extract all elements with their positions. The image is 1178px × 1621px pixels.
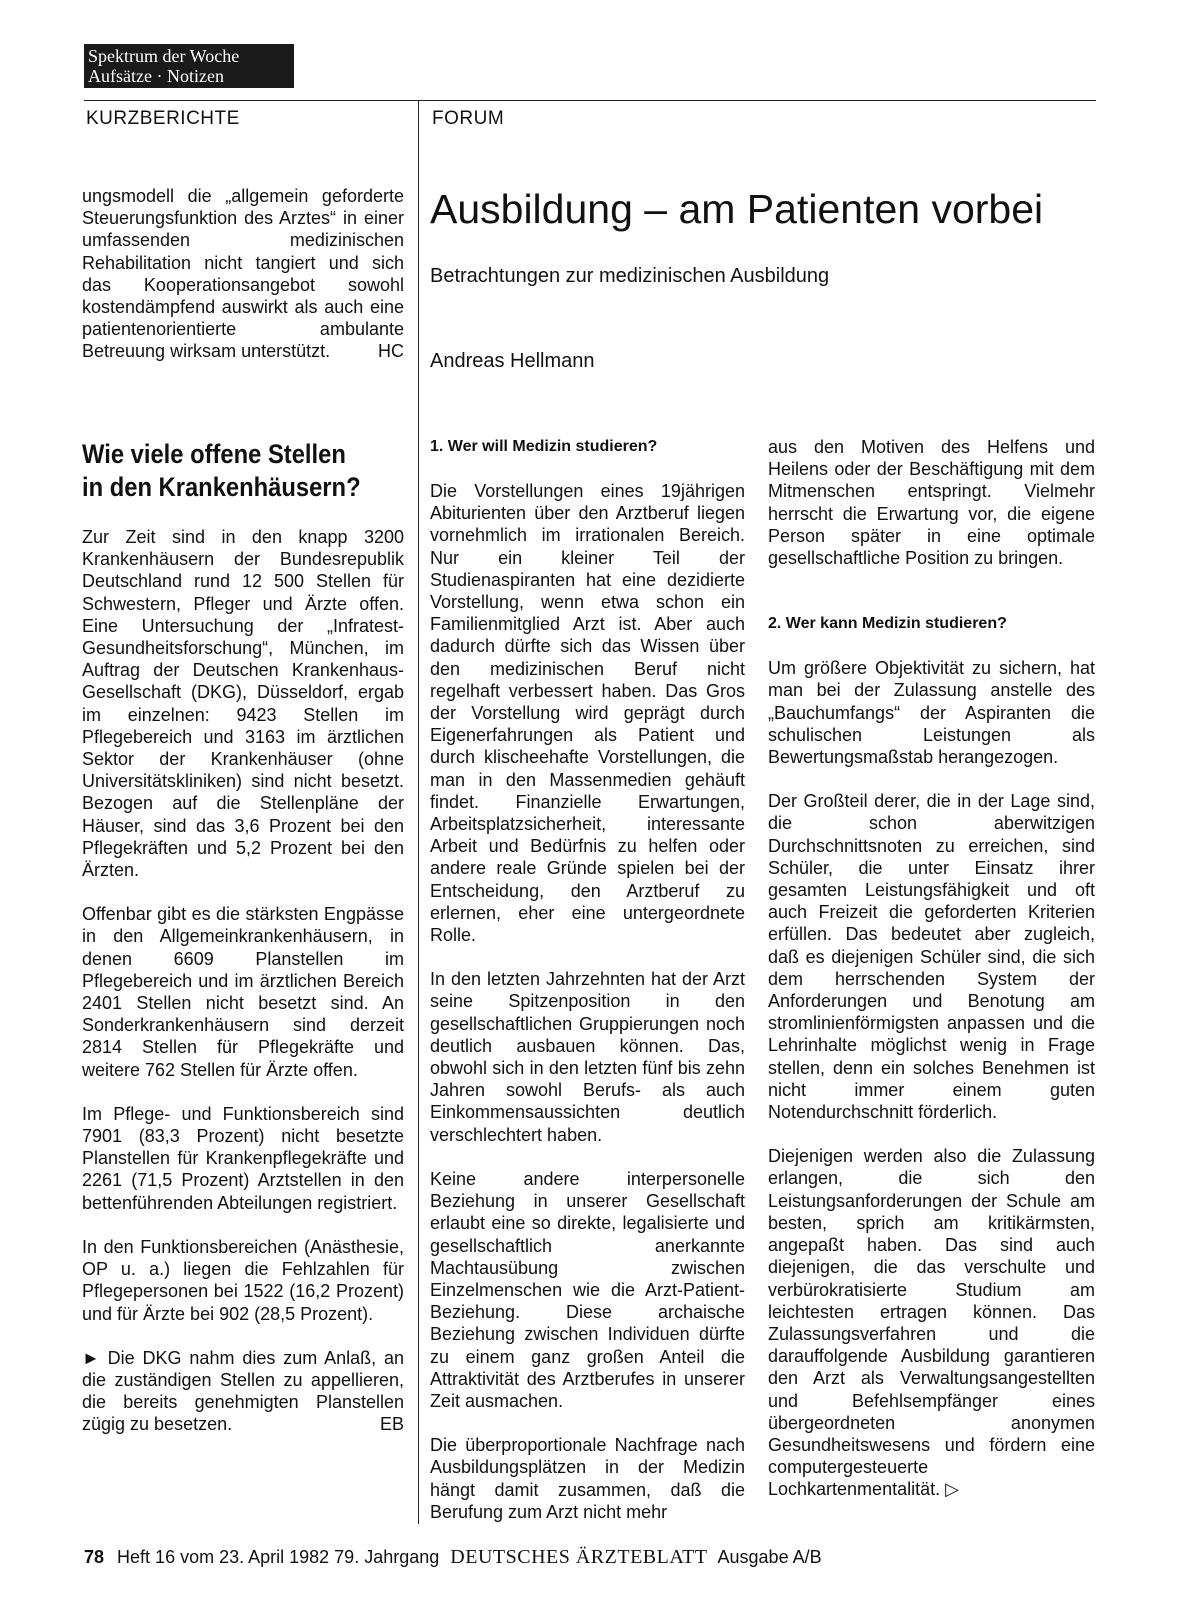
continued-text: ungsmodell die „allgemein geforderte Steuerungsfunktion des Arztes“ in einer umfassenden medizinischen Rehabilitation nicht tangiert und sich das Kooperationsangebot sowohl kostendämpfend auswirkt als auch eine patientenorientierte ambulante Betreuung wirksam unterstützt.	[82, 186, 404, 362]
masthead-line1: Spektrum der Woche	[88, 46, 240, 66]
forum-right-paragraph-3: Diejenigen werden also die Zulassung erlangen, die sich den Leistungsanforderungen der Schule am besten, sprich am kritikärmsten, angepaßt haben. Das sind auch diejenigen, die das verschulte und verbürokratisierte Studium am leichtesten ertragen können. Das Zulassungsverfahren und die darauffolgende Ausbildung garantieren den Arzt als Verwaltungsangestellten und Befehlsempfänger eines übergeordneten anonymen Gesundheitswesens und fördern eine computergesteuerte Lochkartenmentalität. ▷	[768, 1146, 1095, 1500]
article-paragraph-5	[82, 1347, 404, 1436]
forum-column-right	[768, 436, 1095, 1501]
article-signature: EB	[379, 1414, 404, 1435]
column-divider	[418, 100, 419, 1524]
continued-article	[82, 185, 404, 363]
forum-right-paragraph-1: Um größere Objektivität zu sichern, hat man bei der Zulassung anstelle des „Bauchumfangs“ der Aspiranten die schulischen Leistungen als Bewertungsmaßstab herangezogen.	[768, 658, 1095, 768]
forum-heading-2: 2. Wer kann Medizin studieren?	[768, 615, 1007, 633]
forum-subtitle: Betrachtungen zur medizinischen Ausbildung	[430, 265, 830, 287]
article-paragraph-5-text: ► Die DKG nahm dies zum Anlaß, an die zuständigen Stellen zu appellieren, die bereits genehmigten Planstellen zügig zu besetzen.	[82, 1347, 404, 1435]
forum-mid-paragraph-2: In den letzten Jahrzehnten hat der Arzt seine Spitzenposition in den gesellschaftlichen Gruppierungen noch deutlich ausbauen können. Das, obwohl sich in den letzten fünf bis zehn Jahren sowohl Berufs- als auch Einkommensaussichten deutlich verschlechtert haben.	[430, 969, 745, 1145]
masthead	[84, 44, 294, 88]
article-paragraph-2: Offenbar gibt es die stärksten Engpässe in den Allgemeinkrankenhäusern, in denen 6609 Planstellen im Pflegebereich und im ärztlichen Bereich 2401 Stellen nicht besetzt sind. An Sonderkrankenhäusern sind derzeit 2814 Stellen für Pflegekräfte und weitere 762 Stellen für Ärzte offen.	[82, 904, 404, 1080]
forum-right-intro: aus den Motiven des Helfens und Heilens oder der Beschäftigung mit dem Mitmenschen entspringt. Vielmehr herrscht die Erwartung vor, die eigene Person später in eine optimale gesellschaftliche Position zu bringen.	[768, 437, 1095, 569]
masthead-line2: Aufsätze · Notizen	[88, 66, 224, 86]
journal-name: DEUTSCHES ÄRZTEBLATT	[450, 1546, 708, 1568]
edition-info: Ausgabe A/B	[717, 1547, 822, 1567]
forum-author: Andreas Hellmann	[430, 350, 595, 372]
page-footer	[84, 1546, 822, 1569]
continued-article-body	[82, 185, 404, 363]
top-rule	[84, 100, 1096, 101]
forum-mid-paragraph-4: Die überproportionale Nachfrage nach Ausbildungsplätzen in der Medizin hängt damit zusammen, daß die Berufung zum Arzt nicht mehr	[430, 1435, 745, 1522]
article-title-offene-stellen: Wie viele offene Stellen in den Krankenhäusern?	[82, 439, 361, 502]
section-label-kurzberichte: KURZBERICHTE	[86, 108, 240, 129]
issue-info: Heft 16 vom 23. April 1982 79. Jahrgang	[117, 1547, 440, 1567]
page-number: 78	[84, 1547, 105, 1567]
continued-signature: HC	[378, 341, 404, 362]
section-label-forum: FORUM	[432, 108, 505, 129]
article-paragraph-1: Zur Zeit sind in den knapp 3200 Krankenhäusern der Bundesrepublik Deutschland rund 12 500 Stellen für Schwestern, Pfleger und Ärzte offen. Eine Untersuchung der „Infratest-Gesundheitsforschung“, München, im Auftrag der Deutschen Krankenhaus-Gesellschaft (DKG), Düsseldorf, ergab im einzelnen: 9423 Stellen im Pflegebereich und 3163 im ärztlichen Sektor der Krankenhäuser (ohne Universitätskliniken) sind nicht besetzt. Bezogen auf die Stellenpläne der Häuser, sind das 3,6 Prozent bei den Pflegekräften und 5,2 Prozent bei den Ärzten.	[82, 527, 404, 881]
forum-heading-1: 1. Wer will Medizin studieren?	[430, 438, 658, 455]
forum-title: Ausbildung – am Patienten vorbei	[430, 186, 1044, 232]
forum-mid-paragraph-1: Die Vorstellungen eines 19jährigen Abiturienten über den Arztberuf liegen vornehmlich im irrationalen Bereich. Nur ein kleiner Teil der Studienaspiranten hat eine dezidierte Vorstellung, wenn etwa schon ein Familienmitglied Arzt ist. Aber auch dadurch dürfte sich das Wissen über den medizinischen Beruf nicht regelhaft verbessert haben. Das Gros der Vorstellung wird geprägt durch Eigenerfahrungen als Patient und durch klischeehafte Vorstellungen, die man in den Massenmedien gehäuft findet. Finanzielle Erwartungen, Arbeitsplatzsicherheit, interessante Arbeit und Bedürfnis zu helfen oder andere reale Gründe spielen bei der Entscheidung, den Arztberuf zu erlernen, eher eine untergeordnete Rolle.	[430, 481, 745, 946]
forum-mid-paragraph-3: Keine andere interpersonelle Beziehung in unserer Gesellschaft erlaubt eine so direkte, legalisierte und gesellschaftlich anerkannte Machtausübung zwischen Einzelmenschen wie die Arzt-Patient-Beziehung. Diese archaische Beziehung zwischen Individuen dürfte zu einem ganz großen Anteil die Attraktivität des Arztberufes in unserer Zeit ausmachen.	[430, 1168, 745, 1411]
forum-right-paragraph-2: Der Großteil derer, die in der Lage sind, die schon aberwitzigen Durchschnittsnoten zu erreichen, sind Schüler, die unter Einsatz ihrer gesamten Leistungsfähigkeit und oft auch Freizeit die geforderten Kriterien erfüllen. Das bedeutet aber zugleich, daß es diejenigen Schüler sind, die sich dem herrschenden System der Anforderungen und Benotung am stromlinienförmigsten anpassen und die Lehrinhalte möglichst wenig in Frage stellen, denn ein solches Benehmen ist nicht immer einem guten Notendurchschnitt förderlich.	[768, 791, 1095, 1123]
forum-column-middle	[430, 436, 745, 1523]
article-offene-stellen	[82, 526, 404, 1436]
article-paragraph-4: In den Funktionsbereichen (Anästhesie, OP u. a.) liegen die Fehlzahlen für Pflegepersonen bei 1522 (16,2 Prozent) und für Ärzte bei 902 (28,5 Prozent).	[82, 1236, 404, 1324]
article-paragraph-3: Im Pflege- und Funktionsbereich sind 7901 (83,3 Prozent) nicht besetzte Planstellen für Krankenpflegekräfte und 2261 (71,5 Prozent) Arztstellen in den bettenführenden Abteilungen registriert.	[82, 1103, 404, 1213]
